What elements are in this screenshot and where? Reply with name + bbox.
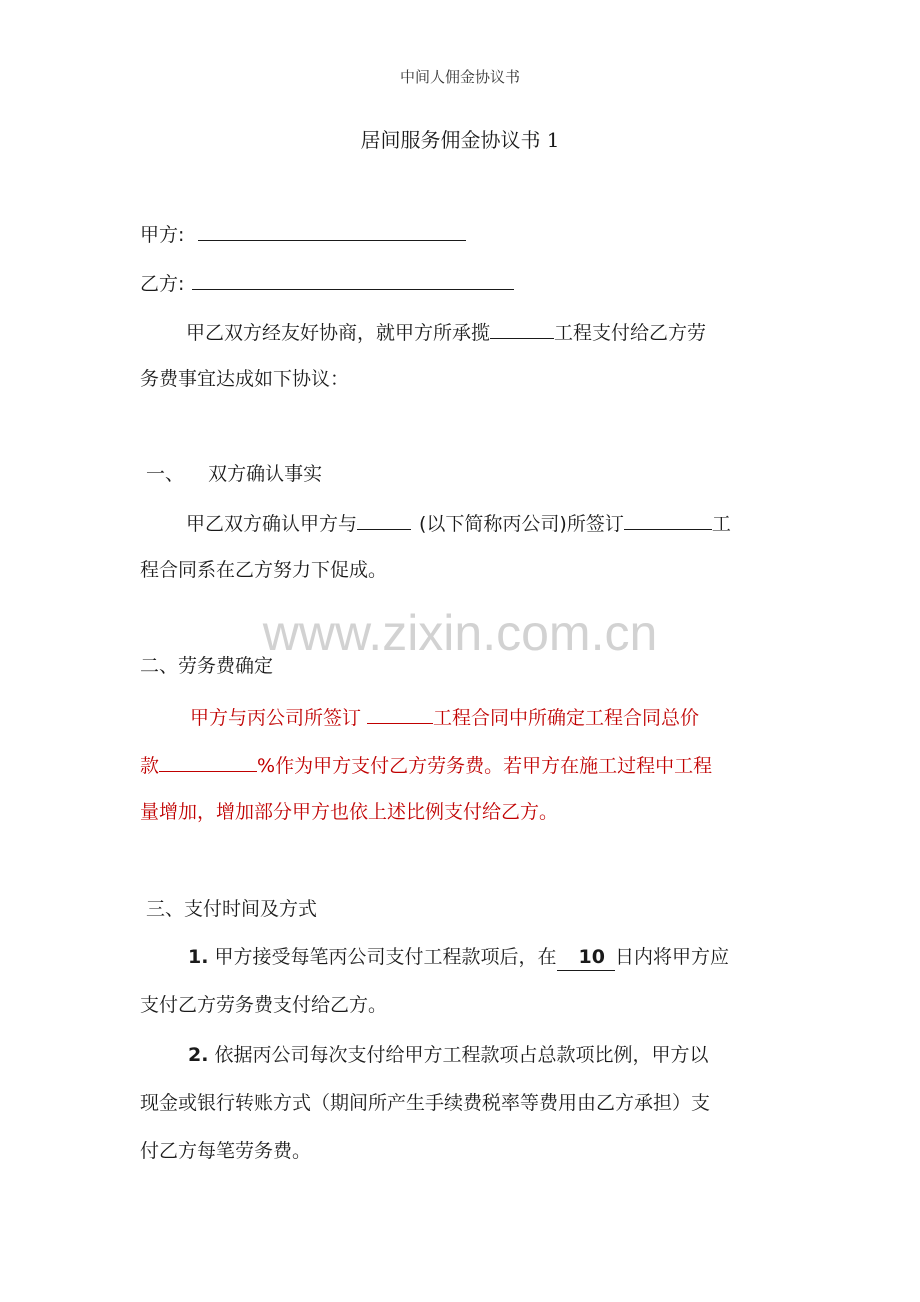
party-a-blank [198, 220, 466, 241]
section1-line-1 [186, 509, 731, 537]
section1-heading [146, 461, 322, 487]
intro-text-a: 甲乙双方经友好协商，就甲方所承揽 [186, 322, 491, 344]
section2-line-1 [190, 703, 699, 731]
party-a-line [140, 220, 466, 248]
section3-item1-line-2: 支付乙方劳务费支付给乙方。 [140, 994, 388, 1016]
section1-number: 一、 [146, 463, 185, 485]
section3-heading: 三、支付时间及方式 [146, 898, 318, 920]
section1-title: 双方确认事实 [208, 463, 323, 485]
item1-number: 1. [188, 946, 209, 968]
party-b-blank [192, 269, 514, 290]
section2-heading: 二、劳务费确定 [140, 655, 274, 677]
section2-text-c: 款 [140, 755, 160, 777]
item2-text-a: 依据丙公司每次支付给甲方工程款项占总款项比例，甲方以 [214, 1044, 709, 1066]
item1-text-b: 日内将甲方应 [614, 946, 729, 968]
section2-line-3: 量增加，增加部分甲方也依上述比例支付给乙方。 [140, 801, 559, 823]
item2-number: 2. [188, 1044, 209, 1066]
section1-line-2: 程合同系在乙方努力下促成。 [140, 559, 388, 581]
intro-text-b: 工程支付给乙方劳 [554, 322, 707, 344]
intro-blank [490, 318, 554, 339]
party-a-label: 甲方: [140, 224, 185, 246]
document-title: 居间服务佣金协议书 1 [360, 128, 560, 152]
party-b-label: 乙方: [140, 273, 185, 295]
section1-text-b: (以下简称丙公司)所签订 [419, 513, 624, 535]
section1-blank-1 [357, 509, 411, 530]
section3-item1-line-1 [188, 944, 729, 971]
section2-text-b: 工程合同中所确定工程合同总价 [433, 707, 700, 729]
intro-line-1 [186, 318, 706, 346]
section3-item2-line-1 [188, 1042, 709, 1068]
section1-blank-2 [624, 509, 712, 530]
section2-blank-1 [367, 703, 433, 724]
party-b-line [140, 269, 514, 297]
item1-text-a: 甲方接受每笔丙公司支付工程款项后，在 [214, 946, 557, 968]
section3-item2-line-2: 现金或银行转账方式（期间所产生手续费税率等费用由乙方承担）支 [140, 1092, 711, 1114]
section2-text-d: %作为甲方支付乙方劳务费。若甲方在施工过程中工程 [257, 755, 713, 777]
section3-item2-line-3: 付乙方每笔劳务费。 [140, 1140, 312, 1162]
section1-text-a: 甲乙双方确认甲方与 [186, 513, 358, 535]
intro-line-2: 务费事宜达成如下协议： [140, 368, 350, 390]
section2-text-a: 甲方与丙公司所签订 [190, 707, 362, 729]
watermark: www.zixin.com.cn [262, 605, 658, 661]
page-header: 中间人佣金协议书 [399, 68, 520, 86]
section2-blank-2 [159, 751, 257, 772]
item1-days-value: 10 [557, 944, 615, 971]
section1-text-c: 工 [711, 513, 731, 535]
section2-line-2 [140, 751, 712, 779]
